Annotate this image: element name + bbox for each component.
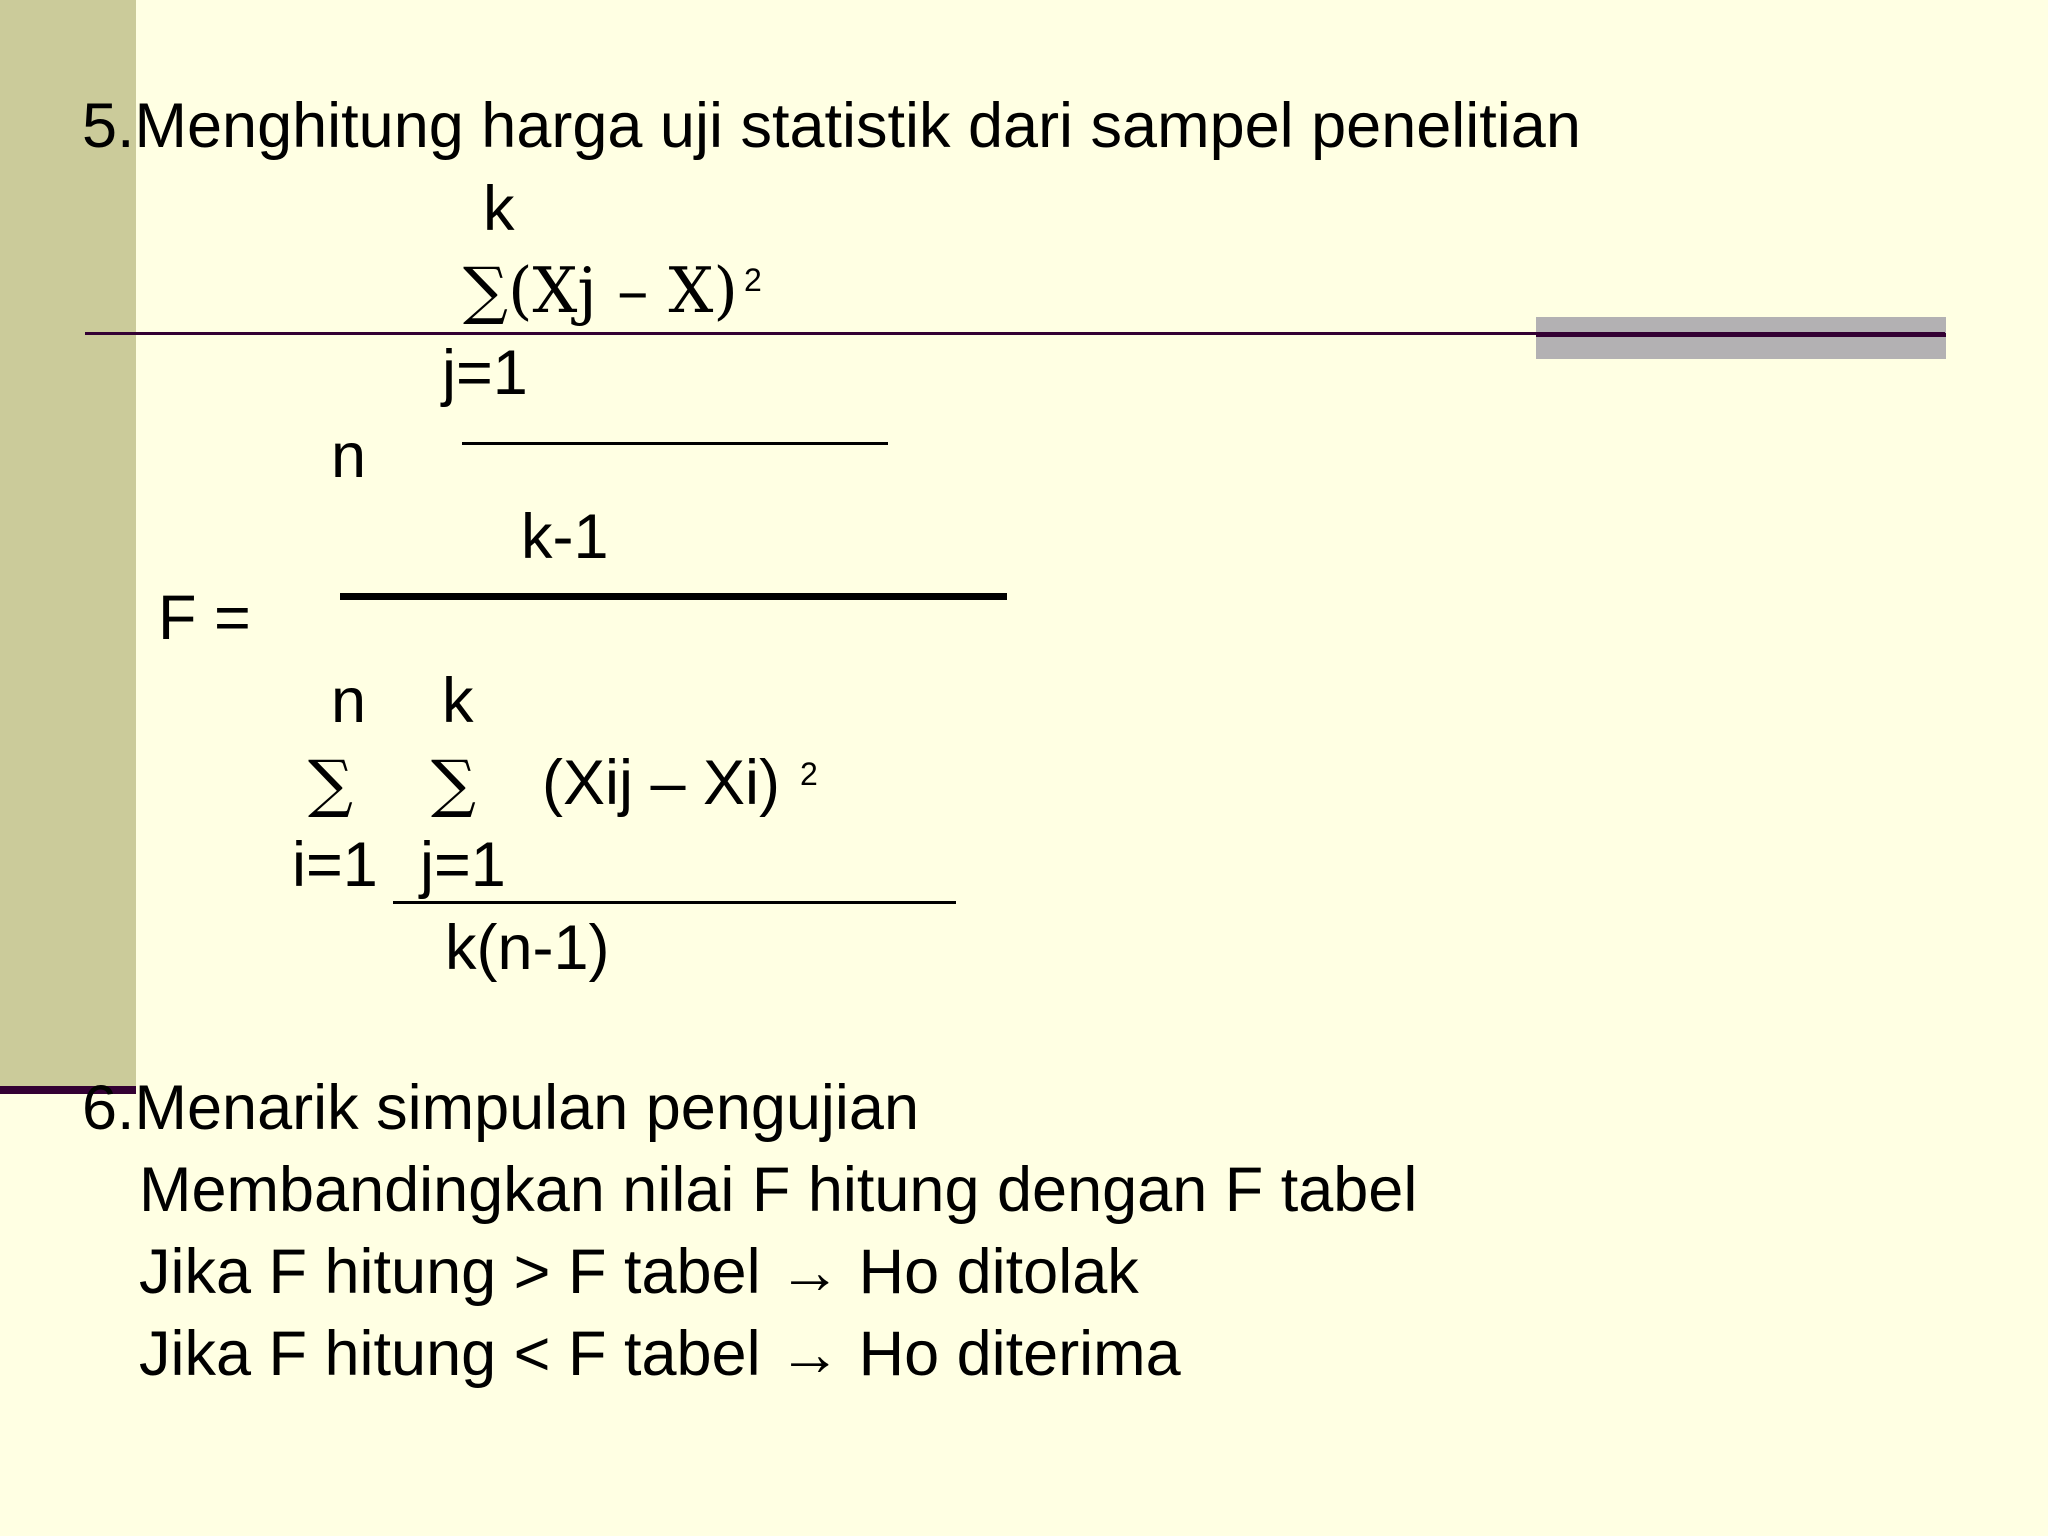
lower-outer-lower-limit: i=1 (292, 830, 378, 900)
lower-denominator: k(n-1) (445, 913, 610, 983)
title-rule-accent-line (1536, 333, 1946, 337)
step6-line-accepted: Jika F hitung < F tabel → Ho diterima (139, 1319, 1181, 1389)
inner-sum-exponent: 2 (744, 262, 762, 298)
lower-outer-sigma: ∑ (308, 747, 353, 820)
lower-inner-upper-limit: k (442, 666, 474, 736)
inner-multiplier-n: n (331, 421, 367, 491)
inner-denominator: k-1 (521, 502, 609, 572)
lower-inner-sigma: ∑ (431, 747, 476, 820)
decorative-side-bar (0, 0, 136, 1088)
step5-heading: 5.Menghitung harga uji statistik dari sampel penelitian (82, 91, 1581, 161)
lower-term-exponent: 2 (800, 756, 818, 792)
lower-fraction-bar (393, 901, 956, 904)
step6-line-rejected: Jika F hitung > F tabel → Ho ditolak (139, 1237, 1139, 1307)
step6-line-compare: Membandingkan nilai F hitung dengan F tabel (139, 1155, 1418, 1225)
main-fraction-bar (340, 593, 1007, 600)
lower-inner-lower-limit: j=1 (420, 830, 506, 900)
inner-sum-upper-limit: k (483, 174, 515, 244)
step6-heading: 6.Menarik simpulan pengujian (82, 1073, 919, 1143)
inner-sum-lower-limit: j=1 (442, 338, 528, 408)
inner-fraction-bar (462, 442, 888, 445)
f-equals: F = (158, 583, 251, 653)
lower-term: (Xij – Xi) (542, 748, 781, 818)
inner-sum-expression: ∑(Xj – X) (463, 254, 738, 327)
lower-outer-upper-limit: n (331, 666, 367, 736)
title-rule-accent (1536, 317, 1946, 359)
